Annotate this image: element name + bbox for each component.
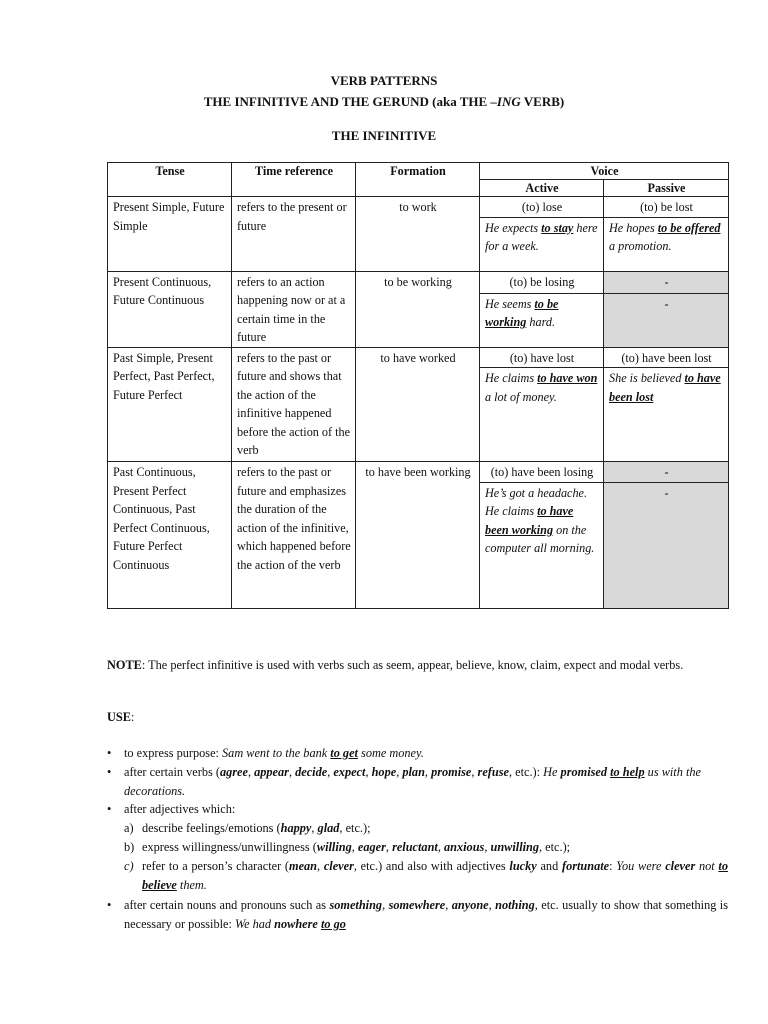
bullet-icon: • (107, 802, 112, 817)
keyword: happy (280, 821, 312, 836)
active-example-cell (480, 368, 604, 462)
formation-cell: to have worked (356, 347, 480, 462)
header-passive: Passive (604, 180, 729, 197)
example-text: You were (616, 858, 666, 873)
example-bold: promised (560, 764, 608, 779)
subtitle-pre: THE INFINITIVE AND THE GERUND (aka THE – (203, 94, 497, 109)
keyword: expect (333, 764, 366, 779)
table-row (108, 347, 729, 368)
example-text: He hopes (609, 220, 658, 235)
keyword: promise (431, 764, 472, 779)
keyword: something (329, 898, 383, 913)
example-text: on the computer all morning. (485, 522, 595, 555)
passive-example-cell (604, 217, 729, 271)
active-example-cell (480, 217, 604, 271)
list-item: • after certain nouns and pronouns such as something, somewhere, anyone, nothing, etc. usually to show that something is necessary or possible: We had nowhere to go (107, 898, 728, 932)
list-item-text: after adjectives which: (124, 802, 236, 817)
header-formation: Formation (356, 163, 480, 197)
list-item-text: , etc. usually to show that something is necessary or possible: (124, 898, 728, 932)
passive-example-cell: - (604, 482, 729, 608)
keyword: mean (289, 858, 318, 873)
list-item-text: after certain nouns and pronouns such as (124, 898, 330, 913)
keyword: eager (357, 839, 386, 854)
example-key: to be offered (657, 220, 721, 235)
use-heading (107, 710, 134, 725)
active-example-cell (480, 293, 604, 347)
sub-item-text: express willingness/unwillingness ( (142, 839, 317, 854)
example-text: He (543, 764, 561, 779)
keyword: plan (402, 764, 425, 779)
sub-item-text: , etc.); (539, 839, 571, 854)
example-text: She is believed (609, 371, 685, 385)
sub-item-text: refer to a person’s character ( (142, 858, 289, 873)
note-paragraph (107, 656, 728, 675)
tense-cell: Present Simple, Future Simple (108, 197, 232, 272)
keyword: anxious (444, 839, 485, 854)
example-text: Sam went to the bank (222, 746, 331, 760)
tense-cell: Past Continuous, Present Perfect Continuous, Past Perfect Continuous, Future Perfect Continuous (108, 462, 232, 609)
keyword: appear (254, 764, 289, 779)
header-tense: Tense (108, 163, 232, 197)
sub-item-text: , etc.) and also with adjectives (353, 858, 510, 873)
sub-item-text: describe feelings/emotions ( (142, 821, 281, 836)
keyword: fortunate (561, 858, 610, 873)
list-item-text: , etc.): (508, 764, 544, 779)
example-key: to have been working (485, 504, 574, 537)
keyword: somewhere (388, 898, 446, 913)
passive-form-cell: - (604, 462, 729, 483)
keyword: lucky (509, 858, 537, 873)
header-active: Active (480, 180, 604, 197)
example-text: hard. (526, 315, 555, 329)
formation-cell: to be working (356, 271, 480, 347)
page-title: VERB PATTERNS (330, 73, 438, 88)
table-row (108, 462, 729, 483)
example-text: a lot of money. (485, 389, 557, 404)
list-item-text: to express purpose: (124, 746, 223, 760)
time-cell: refers to the past or future and shows that the action of the infinitive happened before the action of the verb (232, 347, 356, 462)
subtitle-post: VERB) (520, 94, 565, 109)
keyword: unwilling (490, 839, 540, 854)
keyword: willing (316, 839, 352, 854)
infinitive-table (107, 162, 729, 609)
page-subtitle (0, 94, 768, 110)
table-row (108, 271, 729, 293)
example-key: to stay (541, 220, 574, 235)
keyword: agree (219, 764, 248, 779)
example-text: He seems (485, 296, 535, 311)
list-item (107, 744, 728, 763)
header-voice: Voice (480, 163, 729, 180)
example-key: to have won (537, 371, 598, 385)
passive-form-cell: (to) have been lost (604, 347, 729, 368)
example-key: to have been lost (609, 371, 721, 404)
active-example-cell (480, 482, 604, 608)
sub-item-text: : (609, 858, 617, 873)
sub-item-text: and (536, 858, 562, 873)
passive-form-cell: (to) be lost (604, 197, 729, 218)
time-cell: refers to the present or future (232, 197, 356, 272)
note-label: NOTE (107, 658, 142, 672)
time-cell: refers to an action happening now or at a certain time in the future (232, 271, 356, 347)
example-text: He claims (485, 371, 538, 385)
active-form-cell: (to) be losing (480, 271, 604, 293)
sub-list-item: b) express willingness/unwillingness (willing, eager, reluctant, anxious, unwilling, etc.); (107, 838, 728, 857)
example-text: He’s got a headache. He claims (485, 485, 587, 518)
example-text: He expects (485, 220, 542, 235)
example-key: to go (320, 917, 346, 932)
active-form-cell: (to) have been losing (480, 462, 604, 483)
example-bold: nowhere (274, 917, 318, 932)
keyword: hope (371, 764, 397, 779)
bullet-icon: • (107, 898, 112, 913)
active-form-cell: (to) have lost (480, 347, 604, 368)
passive-example-cell: - (604, 293, 729, 347)
example-text: us with the decorations. (124, 764, 701, 798)
active-form-cell: (to) lose (480, 197, 604, 218)
subtitle-ing: ING (496, 94, 521, 109)
sub-item-letter: c) (124, 858, 134, 873)
formation-cell: to work (356, 197, 480, 272)
keyword: refuse (477, 764, 509, 779)
example-text: here for a week. (485, 220, 598, 253)
keyword: clever (323, 858, 354, 873)
keyword: anyone (451, 898, 489, 913)
passive-form-cell: - (604, 271, 729, 293)
example-key: to believe (142, 858, 728, 892)
keyword: nothing (495, 898, 535, 913)
section-title: THE INFINITIVE (331, 128, 437, 143)
tense-cell: Present Continuous, Future Continuous (108, 271, 232, 347)
use-list (107, 744, 728, 934)
use-label: USE (107, 710, 131, 724)
table-row (108, 197, 729, 218)
keyword: decide (295, 764, 328, 779)
example-key: to get (330, 746, 358, 760)
example-text: some money. (357, 746, 424, 760)
keyword: reluctant (392, 839, 438, 854)
formation-cell: to have been working (356, 462, 480, 609)
time-cell: refers to the past or future and emphasizes the duration of the action of the infinitive, which happened before the action of the verb (232, 462, 356, 609)
sub-list-item: a) describe feelings/emotions (happy, glad, etc.); (107, 819, 728, 838)
example-text: not (695, 858, 719, 873)
use-colon: : (130, 710, 135, 724)
example-bold: clever (665, 858, 696, 873)
bullet-icon: • (107, 746, 112, 760)
list-item (107, 800, 728, 819)
example-key: to help (610, 764, 645, 779)
sub-item-letter: b) (124, 839, 135, 854)
sub-list-item: c) refer to a person’s character (mean, clever, etc.) and also with adjectives lucky and fortunate: You were clever not to believe them. (124, 858, 728, 892)
note-text: : The perfect infinitive is used with verbs such as seem, appear, believe, know, claim, expect and modal verbs. (141, 658, 684, 672)
passive-example-cell (604, 368, 729, 462)
sub-item-letter: a) (124, 821, 134, 836)
keyword: glad (317, 821, 340, 836)
list-item: • after certain verbs (agree, appear, decide, expect, hope, plan, promise, refuse, etc.): He promised to help us with the decorations. (107, 764, 701, 798)
sub-item-text: , etc.); (339, 821, 371, 836)
header-time-reference: Time reference (232, 163, 356, 197)
list-item-text: after certain verbs ( (124, 764, 220, 779)
tense-cell: Past Simple, Present Perfect, Past Perfect, Future Perfect (108, 347, 232, 462)
bullet-icon: • (107, 764, 112, 779)
example-text: a promotion. (609, 239, 672, 253)
example-text: We had (234, 917, 275, 932)
example-text: them. (176, 877, 207, 892)
example-key: to be working (485, 296, 559, 329)
